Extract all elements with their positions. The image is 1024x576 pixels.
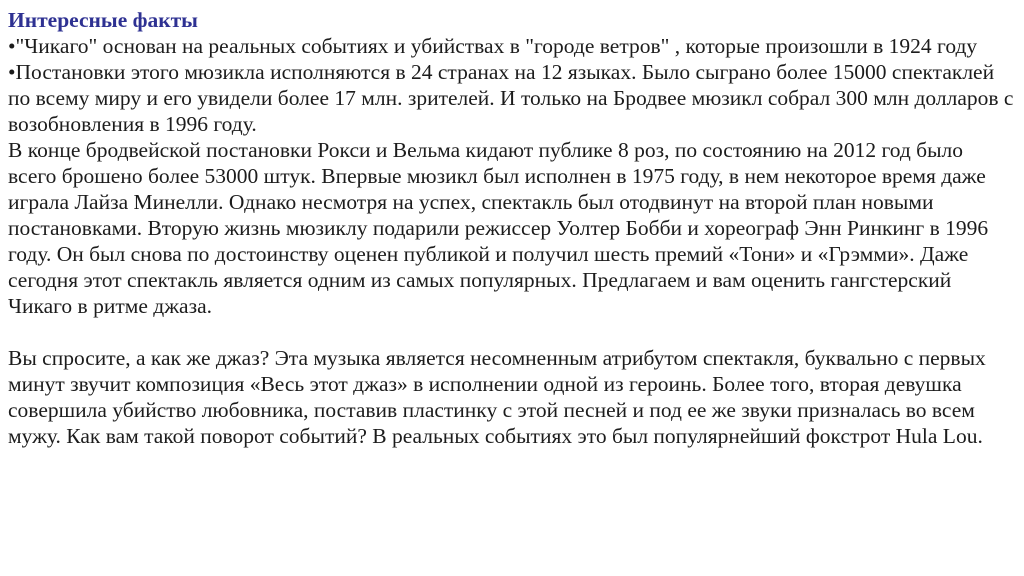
paragraph-broadway-history: В конце бродвейской постановки Рокси и Вельма кидают публике 8 роз, по состоянию на 2012 год было всего брошено более 53000 штук. Впервые мюзикл был исполнен в 1975 году, в нем некоторое время даже играла Лайза Минелли. Однако несмотря на успех, спектакль был отодвинут на второй план новыми постановками. Вторую жизнь мюзиклу подарили режиссер Уолтер Бобби и хореограф Энн Ринкинг в 1996 году. Он был снова по достоинству оценен публикой и получил шесть премий «Тони» и «Грэмми». Даже сегодня этот спектакль является одним из самых популярных. Предлагаем и вам оценить гангстерский Чикаго в ритме джаза.: [8, 138, 989, 318]
fact-bullet-productions-stats: •Постановки этого мюзикла исполняются в 24 странах на 12 языках. Было сыграно более 15000 спектаклей по всему миру и его увидели более 17 млн. зрителей. И только на Бродвее мюзикл собрал 300 млн долларов с возобновления в 1996 году.: [8, 60, 1014, 136]
paragraph-jazz-story: Вы спросите, а как же джаз? Эта музыка является несомненным атрибутом спектакля, буквально с первых минут звучит композиция «Весь этот джаз» в исполнении одной из героинь. Более того, вторая девушка совершила убийство любовника, поставив пластинку с этой песней и под ее же звуки призналась во всем мужу. Как вам такой поворот событий? В реальных событиях это был популярнейший фокстрот Hula Lou.: [8, 346, 986, 448]
fact-bullet-chicago-origin: •"Чикаго" основан на реальных событиях и убийствах в "городе ветров" , которые произошли в 1924 году: [8, 34, 978, 58]
slide-heading: Интересные факты: [8, 8, 198, 32]
blank-line-spacer: [8, 319, 1014, 345]
